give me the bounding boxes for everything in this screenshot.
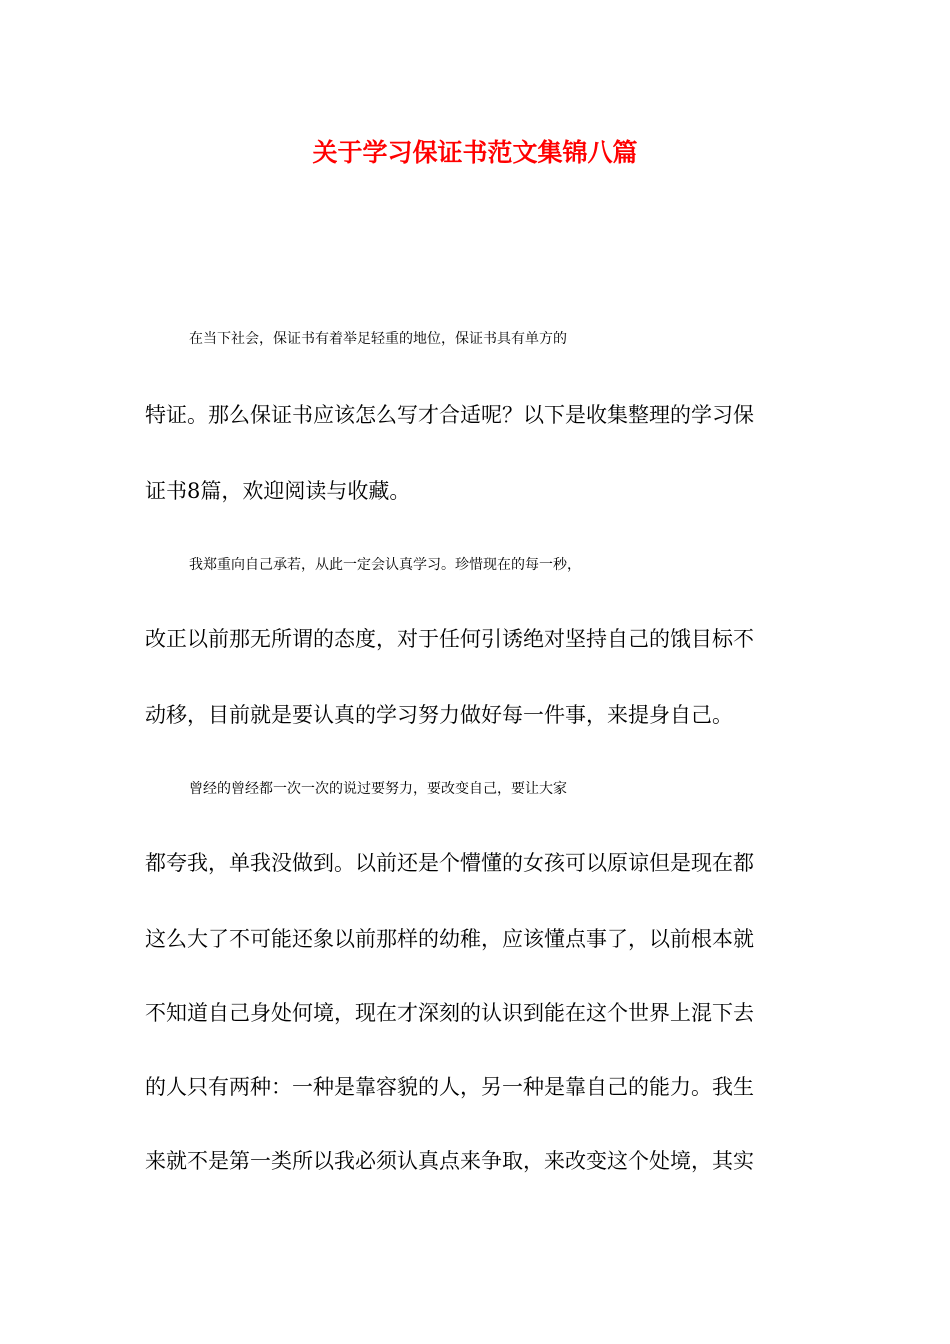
paragraph-1-line-2: 特证。那么保证书应该怎么写才合适呢？以下是收集整理的学习保 [145,403,754,427]
paragraph-1-line-1: 在当下社会，保证书有着举足轻重的地位，保证书具有单方的 [189,331,567,347]
document-title: 关于学习保证书范文集锦八篇 [312,138,638,167]
paragraph-3-line-6: 来就不是第一类所以我必须认真点来争取，来改变这个处境，其实 [145,1149,754,1173]
paragraph-3-line-3: 这么大了不可能还象以前那样的幼稚，应该懂点事了，以前根本就 [145,927,754,951]
paragraph-1-line-3: 证书8篇，欢迎阅读与收藏。 [145,479,411,503]
paragraph-3-line-5: 的人只有两种：一种是靠容貌的人，另一种是靠自己的能力。我生 [145,1075,754,1099]
paragraph-3-line-4: 不知道自己身处何境，现在才深刻的认识到能在这个世界上混下去 [145,1001,754,1025]
paragraph-2-line-3: 动移，目前就是要认真的学习努力做好每一件事，来提身自己。 [145,703,733,727]
paragraph-2-line-1: 我郑重向自己承若，从此一定会认真学习。珍惜现在的每一秒， [189,557,581,573]
paragraph-3-line-1: 曾经的曾经都一次一次的说过要努力，要改变自己，要让大家 [189,781,567,797]
paragraph-2-line-2: 改正以前那无所谓的态度，对于任何引诱绝对坚持自己的饿目标不 [145,627,754,651]
paragraph-3-line-2: 都夸我，单我没做到。以前还是个懵懂的女孩可以原谅但是现在都 [145,851,754,875]
